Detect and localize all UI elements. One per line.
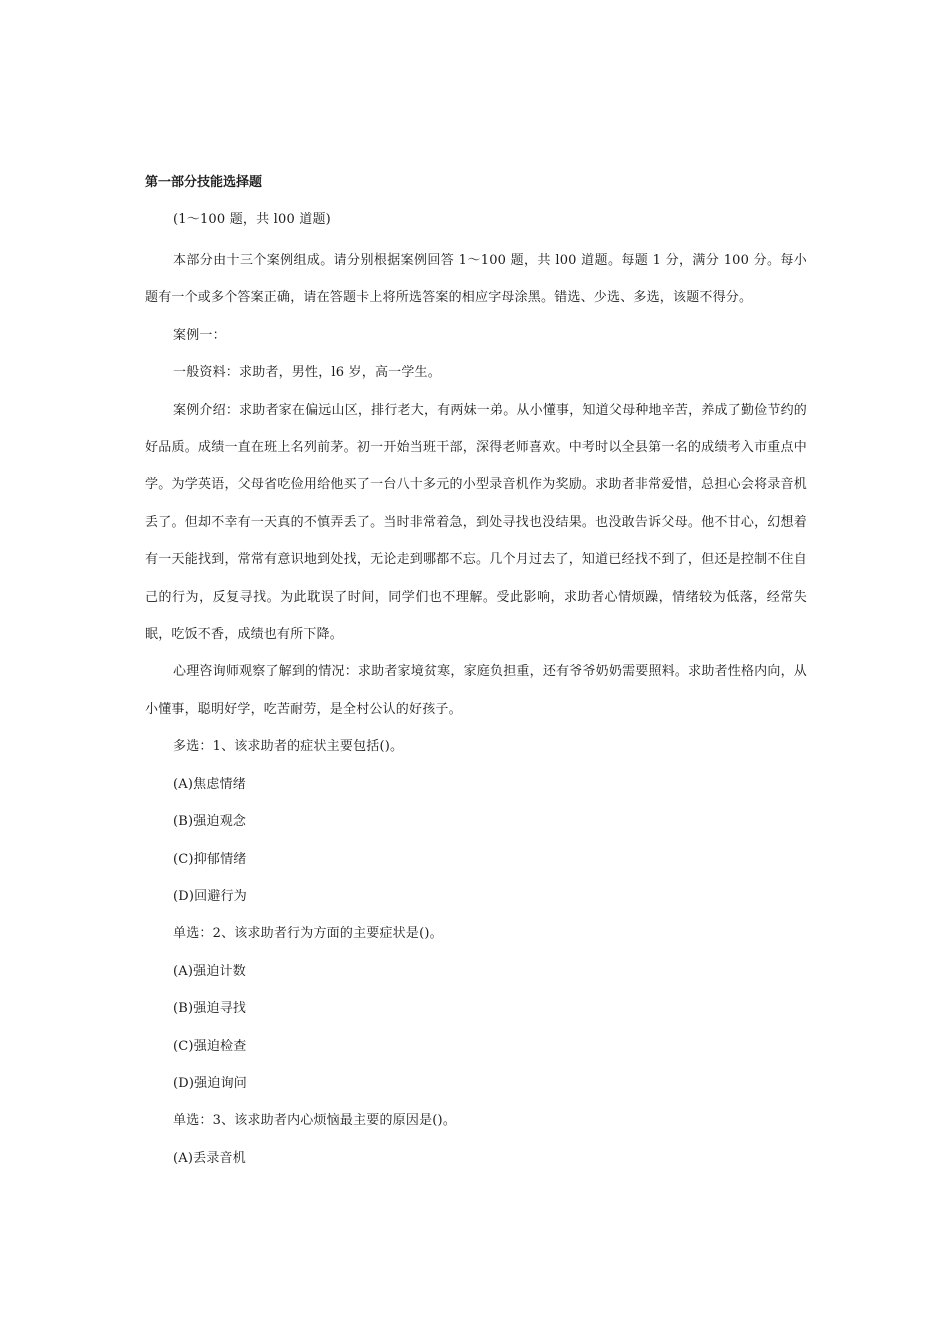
question-stem: 单选：2、该求助者行为方面的主要症状是()。 [173,926,443,942]
answer-option: (C)抑郁情绪 [173,851,247,867]
answer-option: (A)焦虑情绪 [173,776,246,792]
case-intro-paragraph: 案例介绍：求助者家在偏远山区，排行老大，有两妹一弟。从小懂事，知道父母种地辛苦，养成了勤俭节约的好品质。成绩一直在班上名列前茅。初一开始当班干部，深得老师喜欢。中考时以全县第一名的成绩考入市重点中学。为学英语，父母省吃俭用给他买了一台八十多元的小型录音机作为奖励。求助者非常爱惜，总担心会将录音机丢了。但却不幸有一天真的不慎弄丢了。当时非常着急，到处寻找也没结果。也没敢告诉父母。他不甘心，幻想着有一天能找到，常常有意识地到处找，无论走到哪都不忘。几个月过去了，知道已经找不到了，但还是控制不住自己的行为，反复寻找。为此耽误了时间，同学们也不理解。受此影响，求助者心情烦躁，情绪较为低落，经常失眠，吃饭不香，成绩也有所下降。 [145,402,807,643]
answer-option: (D)回避行为 [173,888,247,904]
document-page [145,168,807,1177]
range-note: (1～100 题，共 l00 道题) [173,212,331,227]
answer-option: (A)强迫计数 [173,963,246,979]
observation-paragraph: 心理咨询师观察了解到的情况：求助者家境贫寒，家庭负担重，还有爷爷奶奶需要照料。求助者性格内向，从小懂事，聪明好学，吃苦耐劳，是全村公认的好孩子。 [145,664,807,717]
answer-option: (B)强迫观念 [173,814,247,830]
answer-option: (D)强迫询问 [173,1075,247,1091]
answer-option: (A)丢录音机 [173,1150,246,1166]
instructions-paragraph: 本部分由十三个案例组成。请分别根据案例回答 1～100 题，共 l00 道题。每题 1 分，满分 100 分。每小题有一个或多个答案正确，请在答题卡上将所选答案的相应字母涂黑。错选、少选、多选，该题不得分。 [145,253,807,306]
section-title: 第一部分技能选择题 [145,175,263,190]
general-info-paragraph: 一般资料：求助者，男性，l6 岁，高一学生。 [173,365,441,381]
answer-option: (B)强迫寻找 [173,1001,247,1017]
answer-option: (C)强迫检查 [173,1038,247,1054]
question-stem: 多选：1、该求助者的症状主要包括()。 [173,739,404,755]
question-stem: 单选：3、该求助者内心烦恼最主要的原因是()。 [173,1113,457,1129]
case-heading: 案例一： [173,327,226,343]
